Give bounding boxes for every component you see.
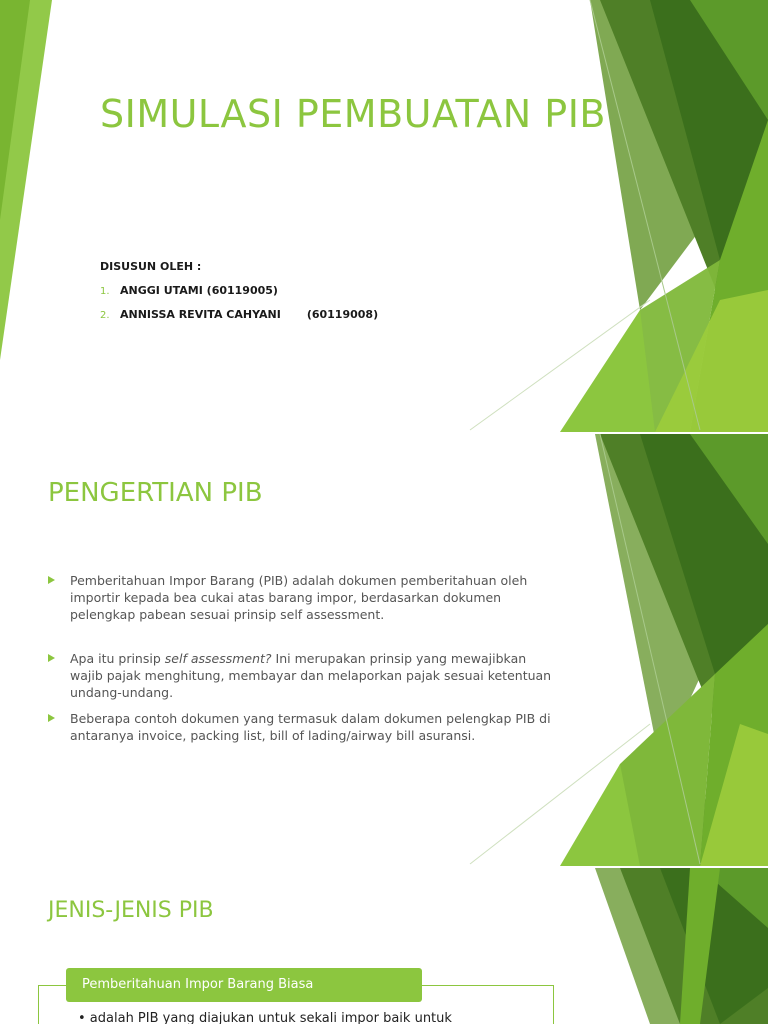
bullet-item [48, 572, 558, 623]
author-item [100, 284, 278, 297]
bullet-text [70, 650, 558, 701]
author-item [100, 308, 378, 321]
slide-heading: JENIS-JENIS PIB [48, 898, 214, 923]
box-header: Pemberitahuan Impor Barang Biasa [66, 968, 422, 1002]
authors-label: DISUSUN OLEH : [100, 260, 202, 273]
author-name: ANGGI UTAMI (60119005) [120, 284, 278, 297]
slide-heading: PENGERTIAN PIB [48, 478, 263, 508]
box-item-text: • adalah PIB yang diajukan untuk sekali impor baik untuk [78, 1011, 452, 1024]
bullet-text-part: Apa itu prinsip [70, 651, 165, 666]
bullet-text-part: Beberapa contoh dokumen yang termasuk dalam dokumen pelengkap PIB di antaranya invoice, packing list, bill of lading/airway bill asuransi. [70, 711, 551, 743]
bullet-text-part: Pemberitahuan Impor Barang (PIB) adalah dokumen pemberitahuan oleh importir kepada bea cukai atas barang impor, berdasarkan dokumen pelengkap pabean sesuai prinsip self assessment. [70, 573, 528, 622]
triangle-bullet-icon [48, 576, 55, 584]
bullet-emphasis: self assessment? [164, 651, 272, 666]
bullet-text-part: Ini merupakan prinsip yang mewajibkan wajib pajak menghitung, membayar dan melaporkan pajak sesuai ketentuan undang-undang. [70, 651, 552, 700]
triangle-bullet-icon [48, 654, 55, 662]
bullet-text [70, 572, 558, 623]
triangle-bullet-icon [48, 714, 55, 722]
slide-jenis [0, 868, 768, 1024]
bullet-item [48, 710, 558, 744]
slide-pengertian [0, 434, 768, 866]
decorative-green-shapes [0, 0, 768, 432]
author-number: 1. [100, 286, 110, 297]
author-id: (60119008) [306, 308, 379, 321]
bullet-text [70, 710, 558, 744]
slide-title [0, 0, 768, 432]
author-name: ANNISSA REVITA CAHYANI [120, 308, 281, 321]
author-number: 2. [100, 310, 110, 321]
bullet-item [48, 650, 558, 701]
slide-title-text: SIMULASI PEMBUATAN PIB [100, 92, 606, 136]
